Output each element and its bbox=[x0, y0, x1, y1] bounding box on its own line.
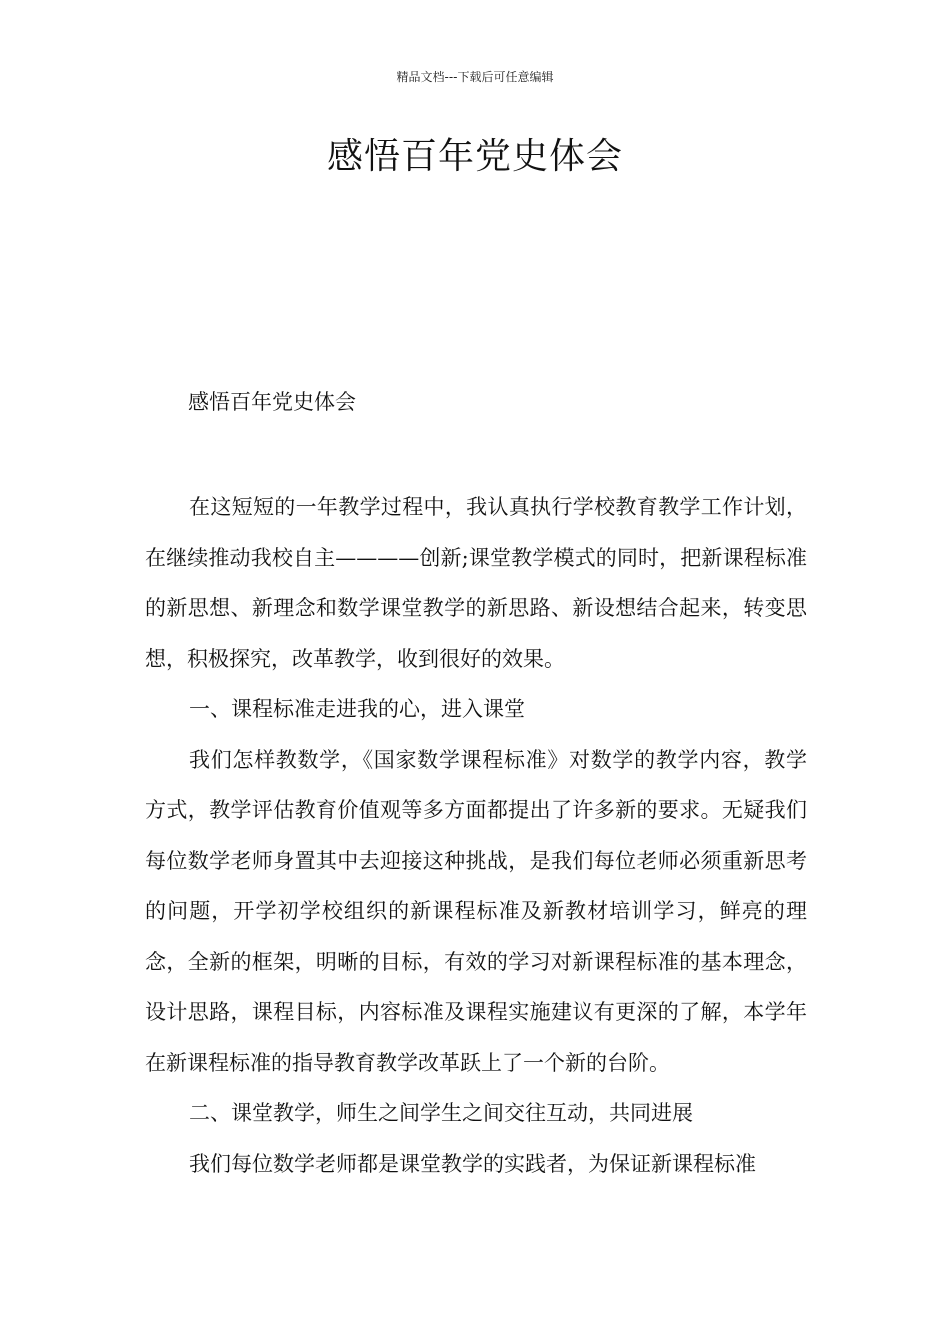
section-heading-2: 二、课堂教学，师生之间学生之间交往互动，共同进展 bbox=[189, 1101, 693, 1125]
header-note: 精品文档---下载后可任意编辑 bbox=[396, 70, 554, 84]
document-title: 感悟百年党史体会 bbox=[326, 136, 623, 177]
paragraph-section-2: 我们每位数学老师都是课堂教学的实践者，为保证新课程标准 bbox=[189, 1151, 756, 1176]
paragraph-section-1: 我们怎样教数学，《国家数学课程标准》对数学的教学内容，教学方式，教学评估教育价值观等多方面都提出了许多新的要求。无疑我们每位数学老师身置其中去迎接这种挑战，是我们每位老师必须重新思考的问题，开学初学校组织的新课程标准及新教材培训学习，鲜亮的理念，全新的框架，明晰的目标，有效的学习对新课程标准的基本理念，设计思路，课程目标，内容标准及课程实施建议有更深的了解，本学年在新课程标准的指导教育教学改革跃上了一个新的台阶。 bbox=[145, 747, 807, 1075]
document-subtitle: 感悟百年党史体会 bbox=[188, 390, 356, 414]
section-heading-1: 一、课程标准走进我的心，进入课堂 bbox=[189, 697, 525, 721]
document-body bbox=[145, 482, 807, 1189]
paragraph-intro: 在这短短的一年教学过程中，我认真执行学校教育教学工作计划，在继续推动我校自主————创新;课堂教学模式的同时，把新课程标准的新思想、新理念和数学课堂教学的新思路、新设想结合起来，转变思想，积极探究，改革教学，收到很好的效果。 bbox=[145, 495, 807, 671]
